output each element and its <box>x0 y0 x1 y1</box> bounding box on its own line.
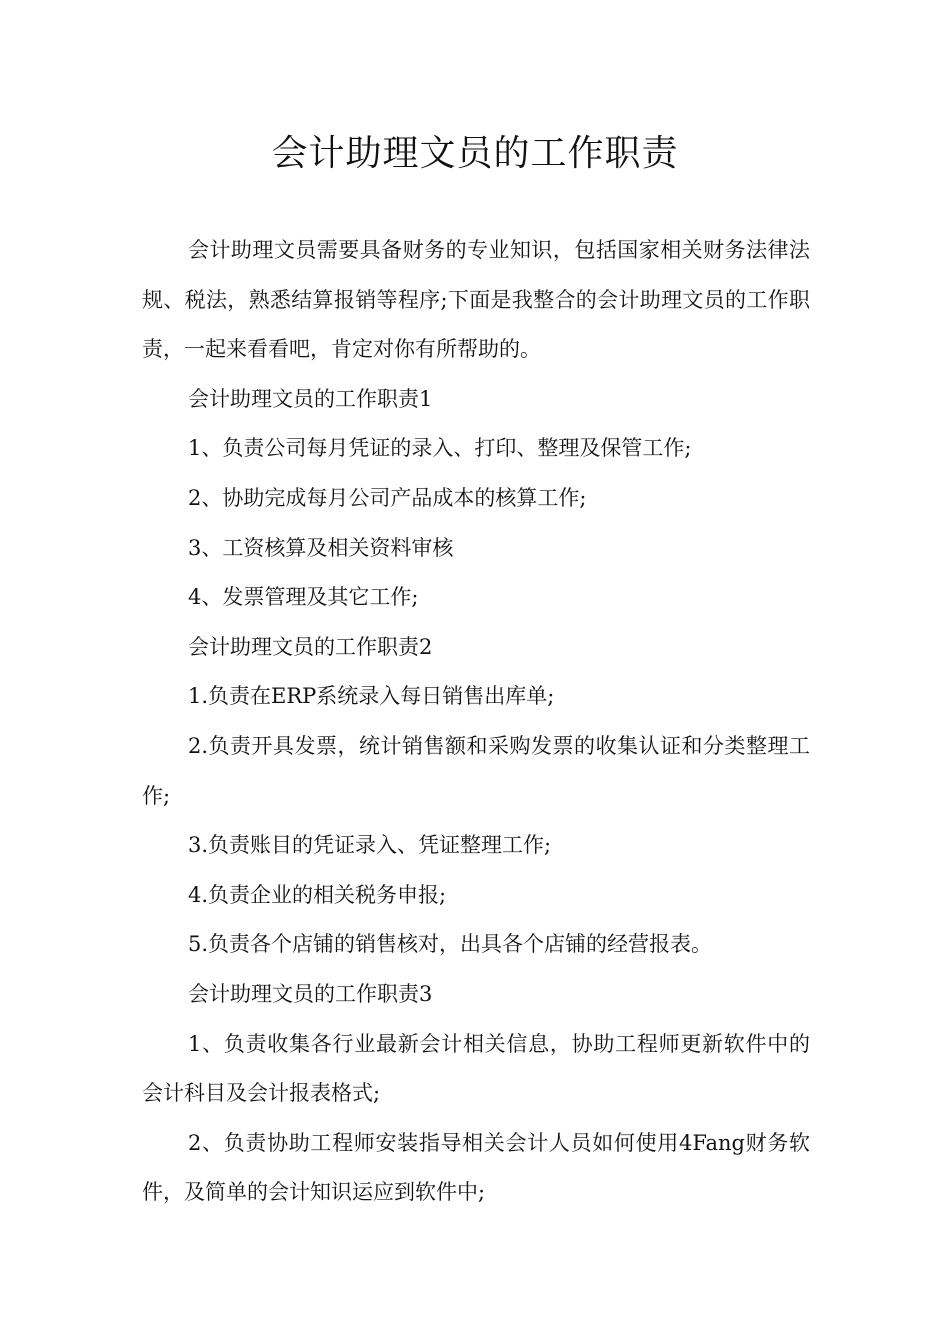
section-heading-1: 会计助理文员的工作职责1 <box>188 386 433 411</box>
list-item: 2、协助完成每月公司产品成本的核算工作; <box>188 485 587 510</box>
section-heading-3: 会计助理文员的工作职责3 <box>188 981 433 1006</box>
list-item: 2、负责协助工程师安装指导相关会计人员如何使用4Fang财务软件，及简单的会计知识运应到软件中; <box>142 1130 810 1205</box>
intro-paragraph: 会计助理文员需要具备财务的专业知识，包括国家相关财务法律法规、税法，熟悉结算报销等程序;下面是我整合的会计助理文员的工作职责，一起来看看吧，肯定对你有所帮助的。 <box>142 238 810 362</box>
list-item: 1.负责在ERP系统录入每日销售出库单; <box>188 684 555 709</box>
list-item: 5.负责各个店铺的销售核对，出具各个店铺的经营报表。 <box>188 932 713 957</box>
list-item: 3.负责账目的凭证录入、凭证整理工作; <box>188 833 552 858</box>
section-heading-2: 会计助理文员的工作职责2 <box>188 634 433 659</box>
list-item: 4、发票管理及其它工作; <box>188 585 419 610</box>
document-title: 会计助理文员的工作职责 <box>271 133 679 174</box>
list-item: 1、负责公司每月凭证的录入、打印、整理及保管工作; <box>188 436 692 461</box>
list-item: 3、工资核算及相关资料审核 <box>188 535 454 560</box>
document-body <box>142 226 810 1218</box>
list-item: 4.负责企业的相关税务申报; <box>188 882 447 907</box>
list-item: 1、负责收集各行业最新会计相关信息，协助工程师更新软件中的会计科目及会计报表格式; <box>142 1031 810 1106</box>
list-item: 2.负责开具发票，统计销售额和采购发票的收集认证和分类整理工作; <box>142 733 810 808</box>
